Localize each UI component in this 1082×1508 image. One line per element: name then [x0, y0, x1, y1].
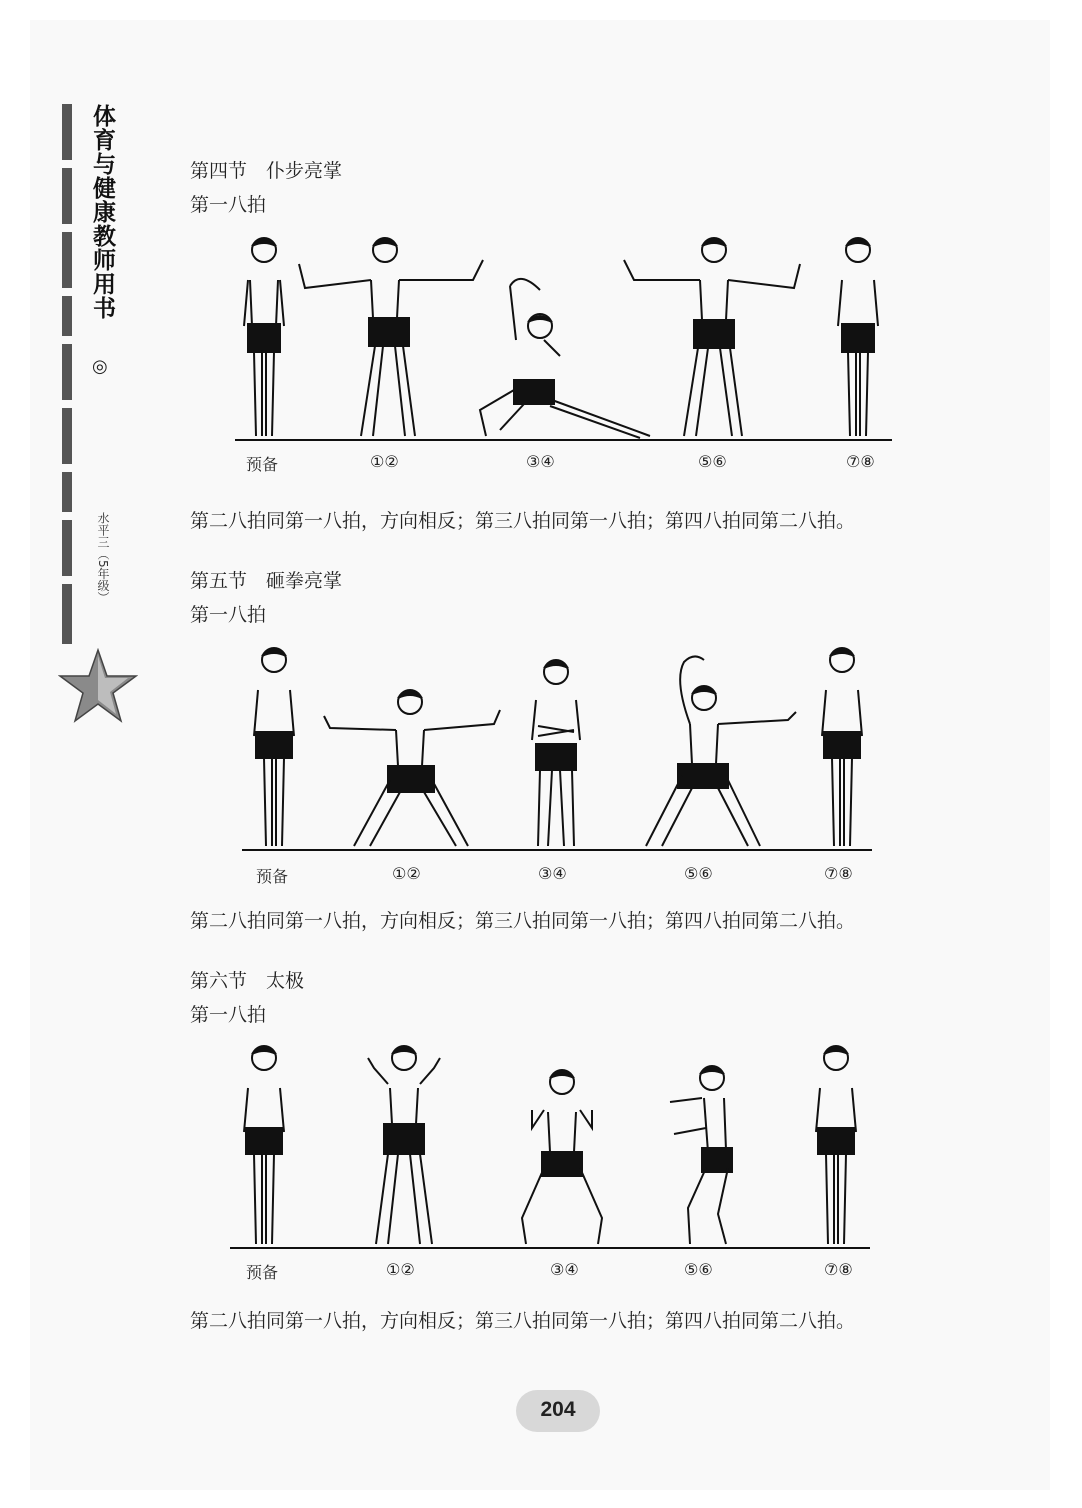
page-number-badge [516, 1390, 600, 1432]
section-heading: 第四节 仆步亮掌 [190, 160, 343, 182]
beat-label: 预备 [246, 455, 279, 474]
instruction-note: 第二八拍同第一八拍，方向相反；第三八拍同第一八拍；第四八拍同第二八拍。 [190, 510, 856, 532]
section-heading: 第六节 太极 [190, 970, 305, 992]
exercise-illustration [230, 230, 900, 474]
book-title: 体育与健康教师用书 [89, 104, 115, 320]
beat-label: ⑦⑧ [824, 1260, 853, 1279]
beat-label: ①② [386, 1260, 415, 1279]
beat-label: ⑤⑥ [684, 864, 713, 883]
section-heading: 第五节 砸拳亮掌 [190, 570, 343, 592]
beat-label: ③④ [526, 452, 555, 471]
beat-label: ⑦⑧ [824, 864, 853, 883]
page-number: 204 [540, 1398, 576, 1421]
beat-label: ⑦⑧ [846, 452, 875, 471]
star-icon [58, 648, 138, 724]
exercise-illustration [230, 640, 900, 886]
instruction-note: 第二八拍同第一八拍，方向相反；第三八拍同第一八拍；第四八拍同第二八拍。 [190, 1310, 856, 1332]
beat-label: ⑤⑥ [698, 452, 727, 471]
beat-label: ⑤⑥ [684, 1260, 713, 1279]
beat-label: ③④ [550, 1260, 579, 1279]
beat-label: 预备 [256, 867, 289, 886]
beat-label: 预备 [246, 1263, 279, 1282]
beat-label: ③④ [538, 864, 567, 883]
section-subheading: 第一八拍 [190, 194, 267, 216]
instruction-note: 第二八拍同第一八拍，方向相反；第三八拍同第一八拍；第四八拍同第二八拍。 [190, 910, 856, 932]
section-subheading: 第一八拍 [190, 604, 267, 626]
grade-level: 水平三（5年级） [96, 512, 110, 604]
exercise-illustration [230, 1038, 900, 1282]
beat-label: ①② [370, 452, 399, 471]
beat-label: ①② [392, 864, 421, 883]
margin-stripe [62, 104, 72, 644]
section-subheading: 第一八拍 [190, 1004, 267, 1026]
bullseye-icon: ◎ [92, 356, 108, 377]
